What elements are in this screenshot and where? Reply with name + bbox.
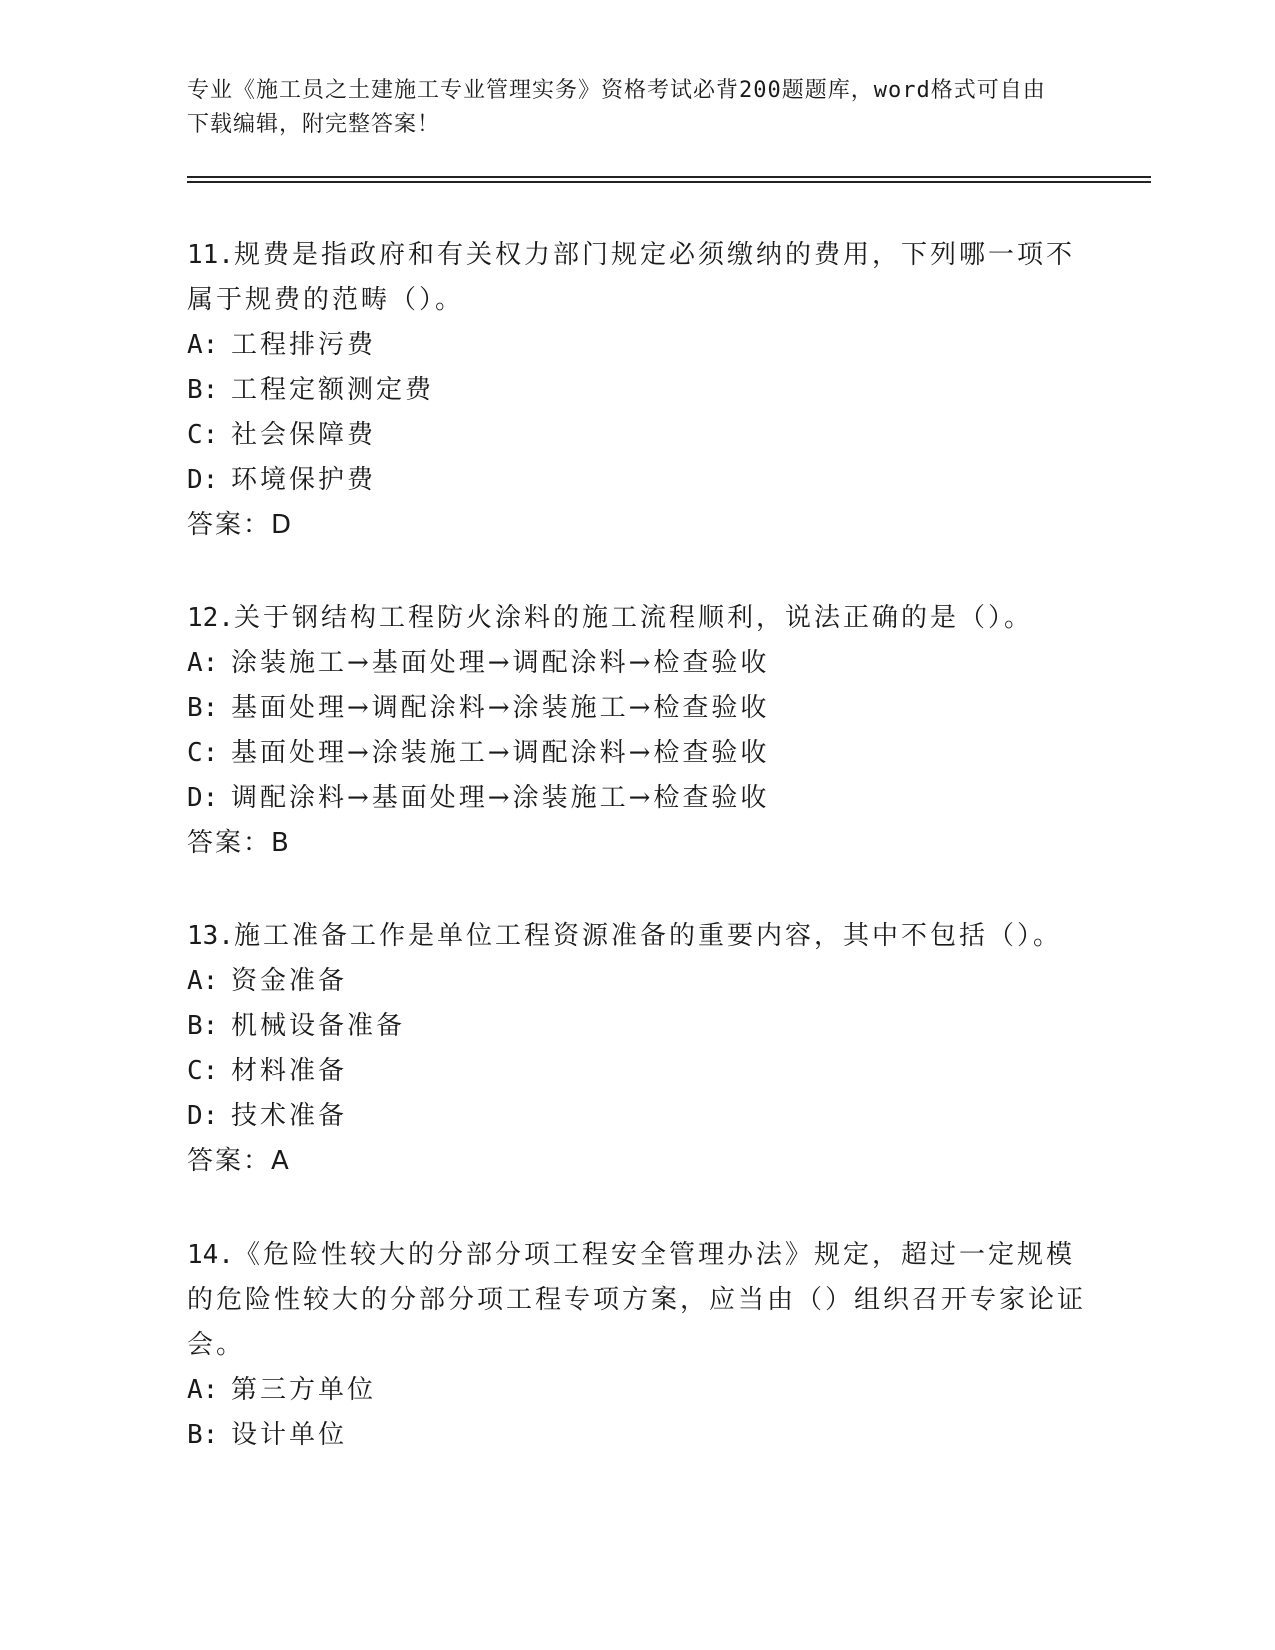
question-text: 规费是指政府和有关权力部门规定必须缴纳的费用，下列哪一项不属于规费的范畴（）。 bbox=[187, 240, 1075, 315]
header-divider-top bbox=[187, 176, 1151, 178]
answer-line: 答案：B bbox=[187, 828, 291, 858]
answer-line: 答案：A bbox=[187, 1146, 291, 1176]
option-key: B: bbox=[187, 375, 219, 405]
question-number: 11. bbox=[187, 240, 234, 270]
option-b bbox=[187, 1413, 1087, 1458]
option-d bbox=[187, 458, 1087, 503]
option-text: 基面处理→涂装施工→调配涂料→检查验收 bbox=[231, 738, 770, 768]
question-text: 关于钢结构工程防火涂料的施工流程顺利，说法正确的是（）。 bbox=[233, 603, 1033, 633]
question-text: 施工准备工作是单位工程资源准备的重要内容，其中不包括（）。 bbox=[233, 921, 1062, 951]
document-header: 专业《施工员之土建施工专业管理实务》资格考试必背200题题库，word格式可自由下载编辑，附完整答案！ bbox=[187, 78, 1046, 137]
option-a bbox=[187, 641, 1087, 686]
option-key: C: bbox=[187, 738, 219, 768]
option-c bbox=[187, 731, 1087, 776]
option-key: D: bbox=[187, 1101, 219, 1131]
option-key: B: bbox=[187, 693, 219, 723]
option-b bbox=[187, 368, 1087, 413]
option-d bbox=[187, 1094, 1087, 1139]
option-text: 技术准备 bbox=[231, 1101, 348, 1131]
question-13 bbox=[187, 914, 1087, 1184]
question-stem bbox=[187, 596, 1087, 641]
option-key: C: bbox=[187, 1056, 219, 1086]
option-key: A: bbox=[187, 1375, 219, 1405]
question-stem bbox=[187, 233, 1087, 323]
question-12 bbox=[187, 596, 1087, 866]
option-c bbox=[187, 1049, 1087, 1094]
option-text: 涂装施工→基面处理→调配涂料→检查验收 bbox=[231, 648, 770, 678]
option-c bbox=[187, 413, 1087, 458]
question-stem bbox=[187, 914, 1087, 959]
option-text: 资金准备 bbox=[231, 966, 348, 996]
option-text: 设计单位 bbox=[231, 1420, 348, 1450]
option-text: 基面处理→调配涂料→涂装施工→检查验收 bbox=[231, 693, 770, 723]
option-b bbox=[187, 1004, 1087, 1049]
option-a bbox=[187, 323, 1087, 368]
option-key: A: bbox=[187, 966, 219, 996]
option-b bbox=[187, 686, 1087, 731]
option-text: 社会保障费 bbox=[231, 420, 377, 450]
option-key: D: bbox=[187, 465, 219, 495]
option-text: 材料准备 bbox=[231, 1056, 348, 1086]
option-key: D: bbox=[187, 783, 219, 813]
question-number: 14. bbox=[187, 1240, 234, 1270]
option-key: A: bbox=[187, 330, 219, 360]
option-key: B: bbox=[187, 1420, 219, 1450]
option-text: 第三方单位 bbox=[231, 1375, 377, 1405]
option-text: 环境保护费 bbox=[231, 465, 377, 495]
question-11 bbox=[187, 233, 1087, 548]
option-key: B: bbox=[187, 1011, 219, 1041]
question-text: 《危险性较大的分部分项工程安全管理办法》规定，超过一定规模的危险性较大的分部分项工程专项方案，应当由（）组织召开专家论证会。 bbox=[187, 1240, 1087, 1360]
option-text: 工程排污费 bbox=[231, 330, 377, 360]
question-stem bbox=[187, 1233, 1087, 1368]
option-text: 调配涂料→基面处理→涂装施工→检查验收 bbox=[231, 783, 770, 813]
option-text: 工程定额测定费 bbox=[231, 375, 435, 405]
header-divider-bottom bbox=[187, 181, 1151, 183]
option-text: 机械设备准备 bbox=[231, 1011, 406, 1041]
option-a bbox=[187, 959, 1087, 1004]
option-key: A: bbox=[187, 648, 219, 678]
answer-line: 答案：D bbox=[187, 510, 294, 540]
question-number: 13. bbox=[187, 921, 234, 951]
question-14 bbox=[187, 1233, 1087, 1458]
option-key: C: bbox=[187, 420, 219, 450]
question-number: 12. bbox=[187, 603, 234, 633]
option-a bbox=[187, 1368, 1087, 1413]
option-d bbox=[187, 776, 1087, 821]
